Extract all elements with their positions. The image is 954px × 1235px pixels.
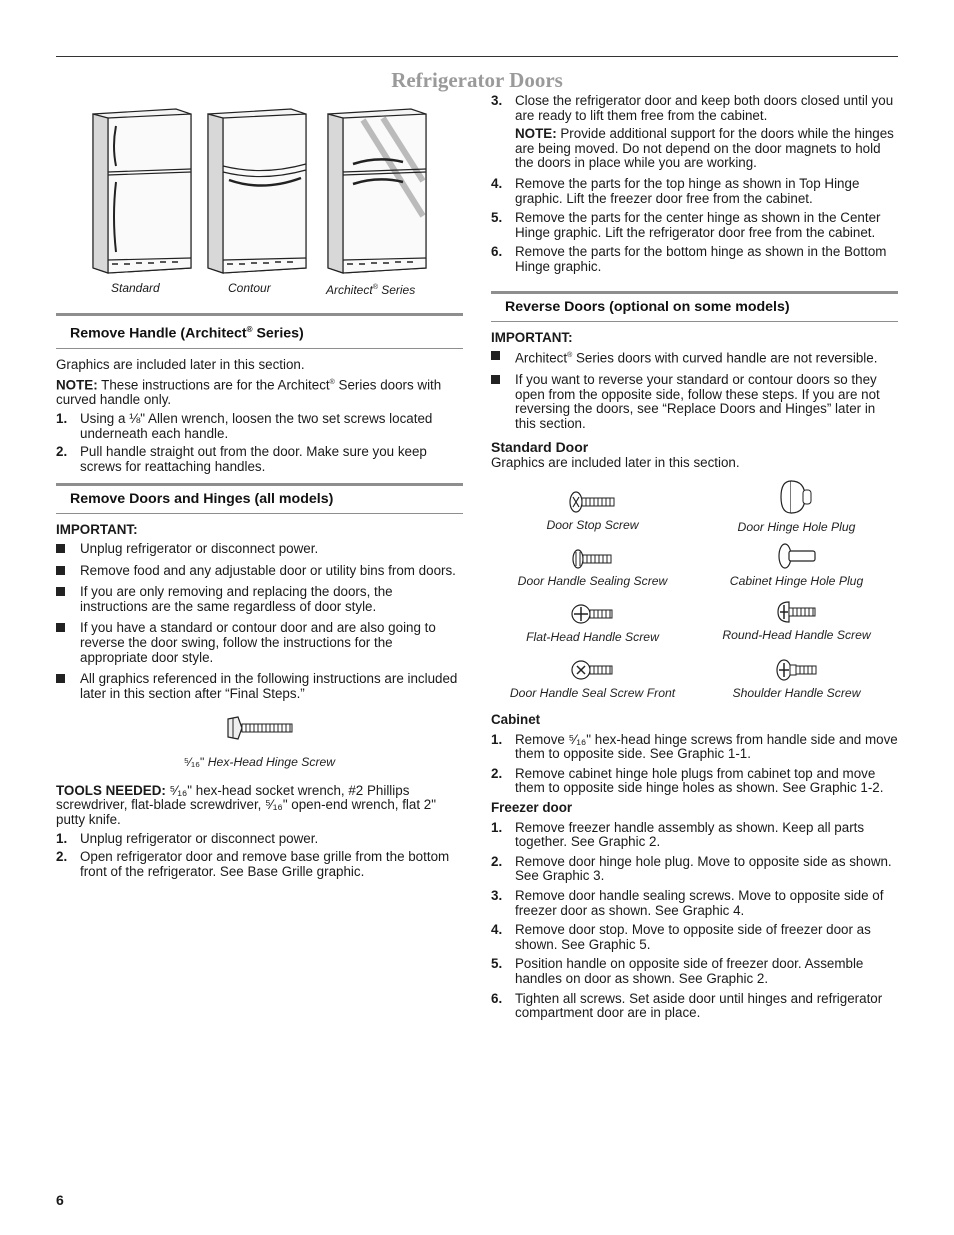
doors-step: 2. Open refrigerator door and remove base grille from the bottom front of the refrigerator. See Base Grille graphic. <box>56 849 450 879</box>
door-handle-sealing-screw-icon <box>571 548 615 570</box>
cabinet-heading: Cabinet <box>491 712 541 727</box>
standard-label: Standard <box>111 281 160 295</box>
contour-fridge-icon <box>208 109 306 273</box>
freezer-step: 1. Remove freezer handle assembly as shown. Keep all parts together. See Graphic 2. <box>491 819 865 850</box>
screw-part <box>695 658 898 701</box>
screw-part <box>695 600 898 643</box>
handle-step: 2. Pull handle straight out from the door. Make sure you keep screws for reattaching handles. <box>56 444 427 474</box>
door-step: 5. Remove the parts for the center hinge as shown in the Center Hinge graphic. Lift the refrigerator door free from the cabinet. <box>491 210 881 240</box>
screw-label: Round-Head Handle Screw <box>722 628 871 642</box>
door-step: 6. Remove the parts for the bottom hinge as shown in the Bottom Hinge graphic. <box>491 244 887 274</box>
screw-label: Shoulder Handle Screw <box>732 686 861 700</box>
important-label: IMPORTANT: <box>56 522 138 538</box>
important-bullet: Remove food and any adjustable door or utility bins from doors. <box>56 564 463 579</box>
handle-step: 1. Using a ⅛" Allen wrench, loosen the two set screws located underneath each handle. <box>56 410 433 441</box>
standard-door-intro: Graphics are included later in this section. <box>491 455 740 471</box>
page-number: 6 <box>56 1192 64 1208</box>
screw-part <box>491 658 694 701</box>
hex-head-caption: ⁵⁄₁₆" Hex-Head Hinge Screw <box>183 755 336 770</box>
screw-part <box>695 478 898 535</box>
reverse-important-label: IMPORTANT: <box>491 329 573 345</box>
hinge-note: NOTE: Provide additional support for the doors while the hinges are being moved. Do not depend on the door magnets to hold the doors in place while you are working. <box>515 126 894 171</box>
important-bullet: If you have a standard or contour door and are also going to reverse the door swing, follow the instructions for the appropriate door style. <box>56 621 463 665</box>
page-title: Refrigerator Doors <box>391 68 563 92</box>
freezer-step: 2. Remove door hinge hole plug. Move to opposite side as shown. See Graphic 3. <box>491 853 892 884</box>
important-bullet: All graphics referenced in the following instructions are included later in this section after “Final Steps.” <box>56 672 463 701</box>
cabinet-step: 2. Remove cabinet hinge hole plugs from cabinet top and move them to opposite side hinge holes as shown. See Graphic 1-2. <box>491 765 884 796</box>
screw-label: Cabinet Hinge Hole Plug <box>729 574 864 588</box>
left-column <box>56 313 463 879</box>
handle-intro: Graphics are included later in this section. <box>56 356 305 372</box>
reverse-bullet: Architect® Series doors with curved handle are not reversible. <box>491 349 898 366</box>
remove-doors-heading: Remove Doors and Hinges (all models) <box>56 483 463 514</box>
cabinet-hinge-hole-plug-icon <box>775 542 819 570</box>
standard-fridge-icon <box>93 109 191 273</box>
freezer-step: 3. Remove door handle sealing screws. Move to opposite side of freezer door as shown. See Graphic 4. <box>491 887 884 918</box>
important-bullet: Unplug refrigerator or disconnect power. <box>56 542 463 557</box>
standard-door-heading: Standard Door <box>491 438 589 455</box>
important-bullet: If you are only removing and replacing the doors, the instructions are the same regardless of door style. <box>56 585 463 614</box>
screw-part <box>491 548 694 589</box>
screw-parts-grid <box>491 478 898 708</box>
screw-part <box>695 542 898 589</box>
freezer-step: 6. Tighten all screws. Set aside door until hinges and refrigerator compartment door are in place. <box>491 990 883 1021</box>
round-head-handle-screw-icon <box>775 600 819 624</box>
tools-needed: TOOLS NEEDED: ⁵⁄₁₆" hex-head socket wrench, #2 Phillips screwdriver, flat-blade screwdriver, ⁵⁄₁₆" open-end wrench, flat 2" putty knife. <box>56 782 436 828</box>
cabinet-step: 1. Remove ⁵⁄₁₆" hex-head hinge screws from handle side and move them to opposite side. See Graphic 1-1. <box>491 731 898 762</box>
screw-part <box>491 490 694 533</box>
door-stop-screw-icon <box>568 490 618 514</box>
top-rule <box>56 56 898 57</box>
architect-fridge-icon <box>328 109 426 273</box>
reverse-doors-heading: Reverse Doors (optional on some models) <box>491 291 898 322</box>
remove-handle-heading: Remove Handle (Architect® Series) <box>56 313 463 349</box>
door-step: 4. Remove the parts for the top hinge as shown in Top Hinge graphic. Lift the freezer door free from the cabinet. <box>491 175 860 206</box>
architect-series-label: Architect® Series <box>326 283 416 297</box>
screw-label: Door Handle Seal Screw Front <box>509 686 676 700</box>
shoulder-handle-screw-icon <box>775 658 819 682</box>
screw-label: Flat-Head Handle Screw <box>526 630 659 644</box>
door-handle-seal-screw-front-icon <box>571 658 615 682</box>
screw-label: Door Hinge Hole Plug <box>737 520 856 534</box>
door-hinge-hole-plug-icon <box>777 478 817 516</box>
freezer-heading: Freezer door <box>491 799 573 815</box>
reverse-bullet: If you want to reverse your standard or contour doors so they open from the opposite side, follow these steps. If you are not reversing the doors, see “Replace Doors and Hinges” later in this section. <box>491 373 898 431</box>
screw-label: Door Handle Sealing Screw <box>517 574 668 588</box>
flat-head-handle-screw-icon <box>571 602 615 626</box>
doors-step: 1. Unplug refrigerator or disconnect power. <box>56 830 319 846</box>
right-column <box>491 94 898 471</box>
fridge-illustrations <box>88 106 428 276</box>
freezer-step: 5. Position handle on opposite side of freezer door. Assemble handles on door as shown. See Graphic 2. <box>491 956 864 986</box>
screw-part <box>491 602 694 645</box>
handle-note: NOTE: These instructions are for the Architect® Series doors with curved handle only. <box>56 377 442 408</box>
screw-label: Door Stop Screw <box>546 518 639 532</box>
hex-head-hinge-screw-icon <box>224 715 296 741</box>
contour-label: Contour <box>228 281 271 295</box>
door-step: 3. Close the refrigerator door and keep both doors closed until you are ready to lift them free from the cabinet. <box>491 93 894 123</box>
cabinet-freezer-section <box>491 713 898 1021</box>
freezer-step: 4. Remove door stop. Move to opposite side of freezer door as shown. See Graphic 5. <box>491 922 871 952</box>
